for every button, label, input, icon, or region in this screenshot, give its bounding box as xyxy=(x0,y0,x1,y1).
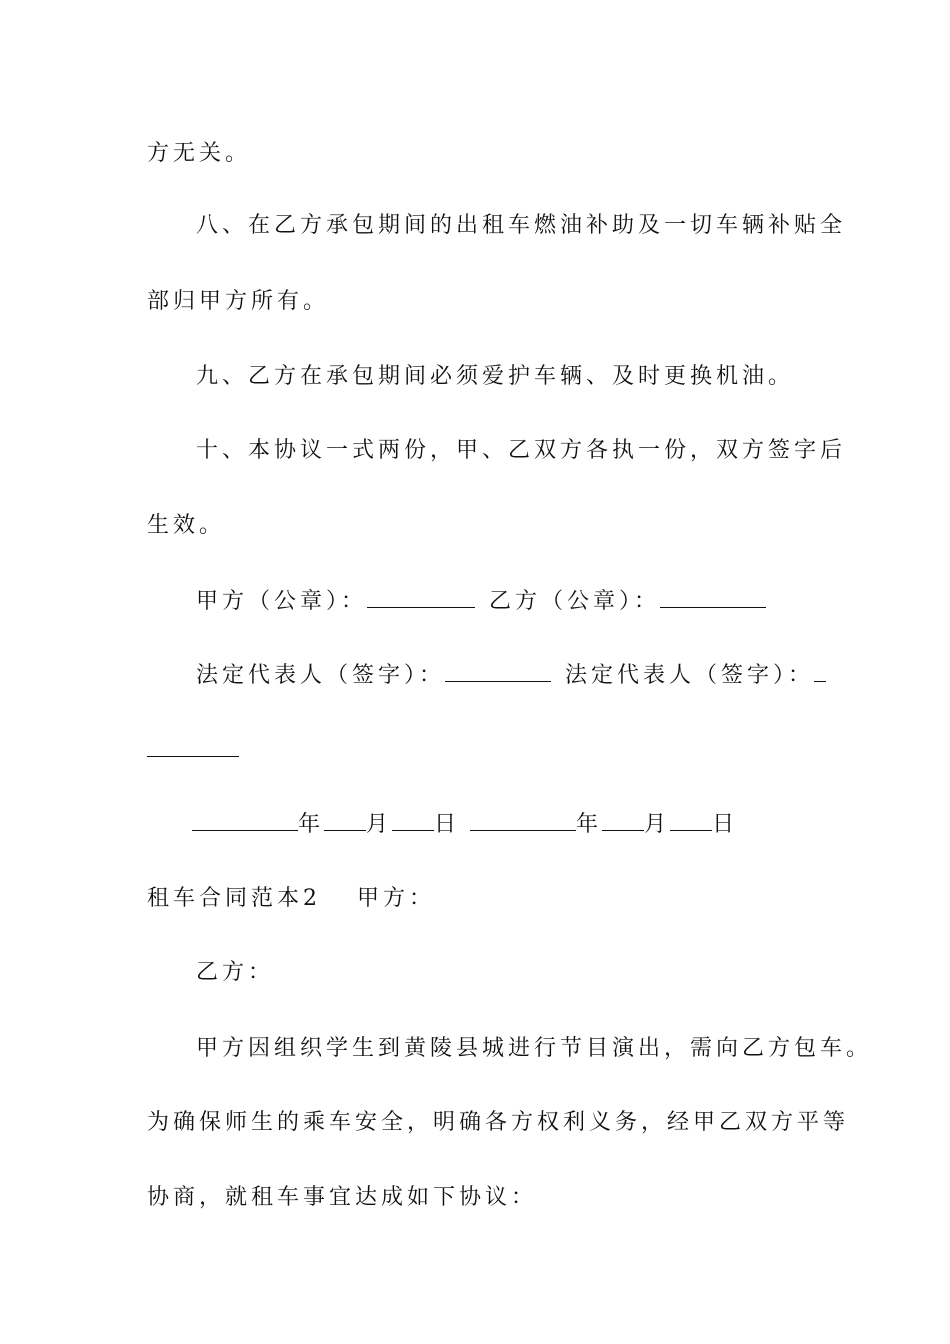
date-b-year-label: 年 xyxy=(576,812,603,837)
legal-rep-b-blank-continued xyxy=(147,756,239,757)
date-b-month-label: 月 xyxy=(644,812,671,837)
date-b-year-blank xyxy=(470,808,576,831)
legal-rep-a-blank xyxy=(445,659,551,682)
date-a-year-blank xyxy=(192,808,298,831)
contract2-party-b: 乙方： xyxy=(196,960,275,985)
date-a-month-blank xyxy=(324,808,366,831)
legal-rep-b-label: 法定代表人（签字）： xyxy=(565,663,815,688)
contract2-heading-row xyxy=(147,883,435,915)
party-a-seal-label: 甲方（公章）： xyxy=(196,589,368,614)
date-a-day-blank xyxy=(392,808,434,831)
contract2-heading: 租车合同范本2 xyxy=(147,886,321,911)
legal-rep-row xyxy=(196,659,826,691)
contract2-party-a: 甲方： xyxy=(357,886,436,911)
legal-rep-a-label: 法定代表人（签字）： xyxy=(196,663,446,688)
seal-row xyxy=(196,585,766,617)
date-a-day-label: 日 xyxy=(434,812,461,837)
clause-10-line-2: 生效。 xyxy=(147,513,226,538)
clause-10-line-1: 十、本协议一式两份，甲、乙双方各执一份，双方签字后 xyxy=(196,438,847,463)
date-a-year-label: 年 xyxy=(298,812,325,837)
contract2-para-line-3: 协商，就租车事宜达成如下协议： xyxy=(147,1185,538,1210)
contract2-para-line-2: 为确保师生的乘车安全，明确各方权利义务，经甲乙双方平等 xyxy=(147,1110,850,1135)
date-b-day-blank xyxy=(670,808,712,831)
party-b-seal-label: 乙方（公章）： xyxy=(489,589,661,614)
text-line: 方无关。 xyxy=(147,141,252,166)
legal-rep-b-blank xyxy=(814,659,826,682)
contract2-para-line-1: 甲方因组织学生到黄陵县城进行节目演出，需向乙方包车。 xyxy=(196,1036,873,1061)
date-b-month-blank xyxy=(602,808,644,831)
date-row xyxy=(192,808,738,840)
party-b-seal-blank xyxy=(660,585,766,608)
clause-9: 九、乙方在承包期间必须爱护车辆、及时更换机油。 xyxy=(196,364,795,389)
clause-8-line-1: 八、在乙方承包期间的出租车燃油补助及一切车辆补贴全 xyxy=(196,213,847,238)
clause-8-line-2: 部归甲方所有。 xyxy=(147,289,330,314)
date-a-month-label: 月 xyxy=(366,812,393,837)
party-a-seal-blank xyxy=(367,585,475,608)
date-b-day-label: 日 xyxy=(712,812,739,837)
